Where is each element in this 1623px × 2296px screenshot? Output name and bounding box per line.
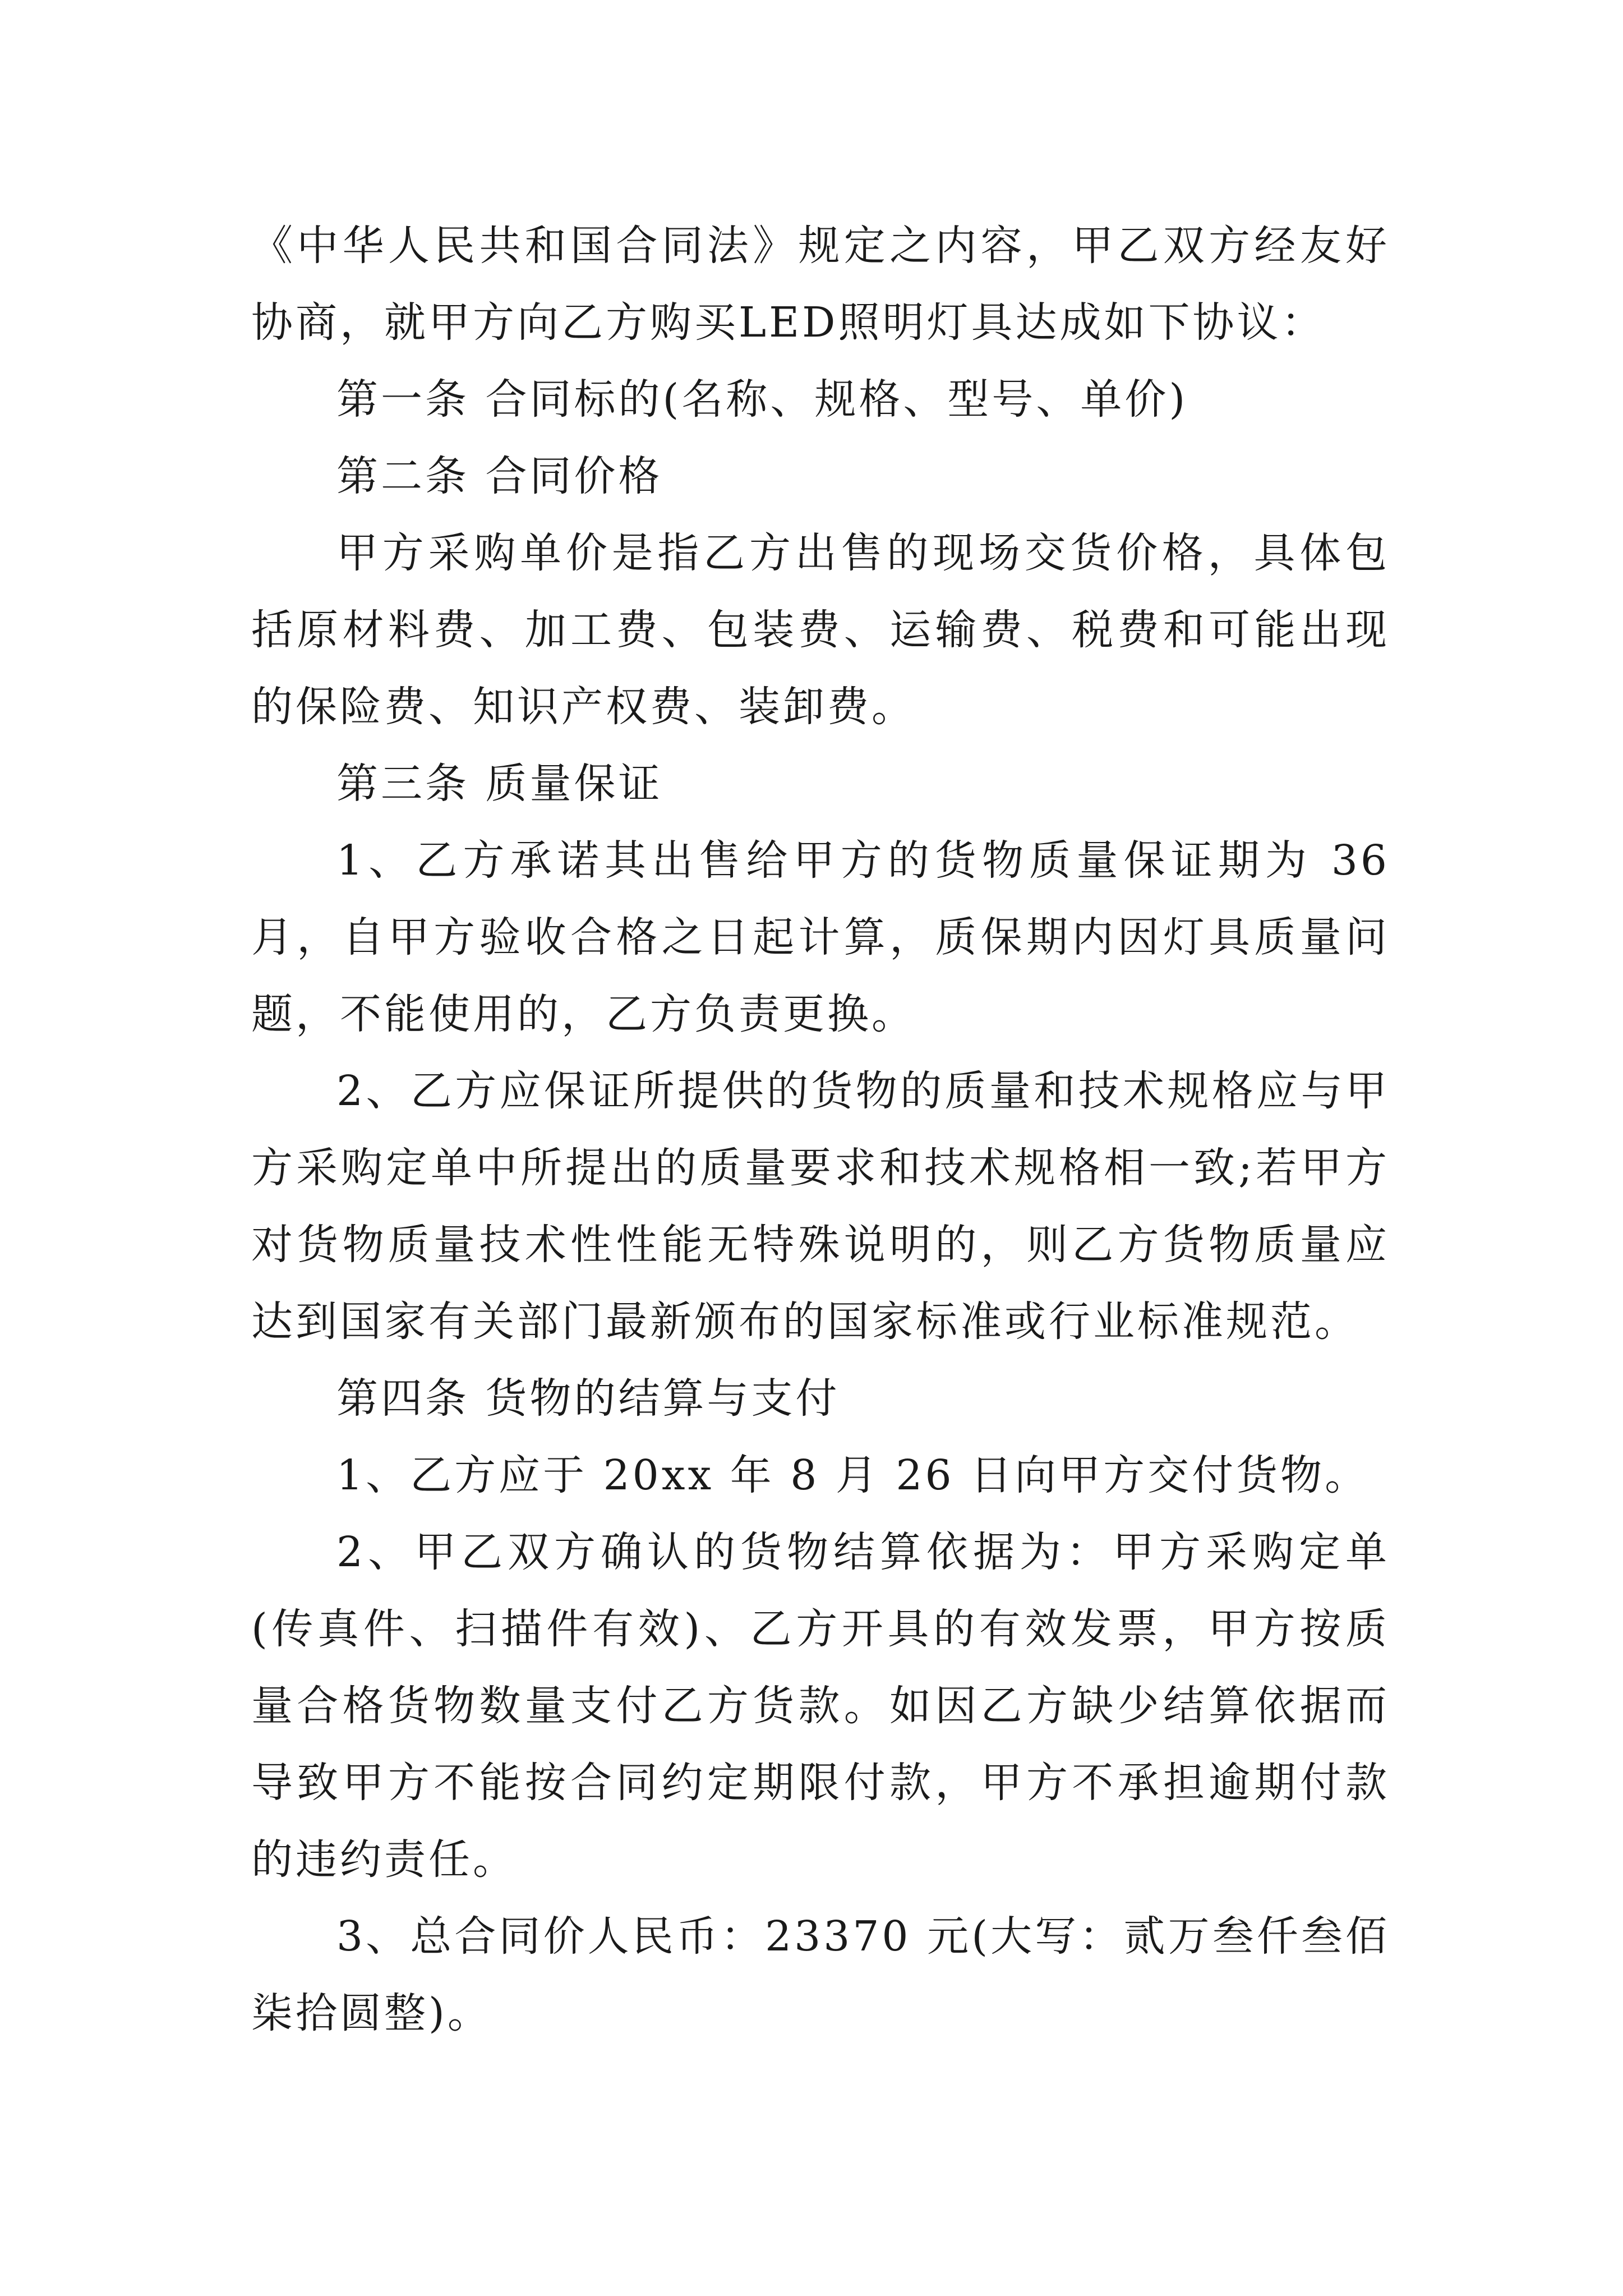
article-4-clause-3: 3、总合同价人民币：23370 元(大写：贰万叁仟叁佰柒拾圆整)。 (251, 1912, 1390, 2037)
article-3-clause-1: 1、乙方承诺其出售给甲方的货物质量保证期为 36 月，自甲方验收合格之日起计算，质保期内因灯具质量问题，不能使用的，乙方负责更换。 (251, 836, 1390, 1038)
article-3-heading: 第三条 质量保证 (336, 760, 663, 808)
article-4-heading: 第四条 货物的结算与支付 (336, 1374, 840, 1423)
article-1-heading: 第一条 合同标的(名称、规格、型号、单价) (336, 375, 1188, 424)
article-4-clause-2: 2、甲乙双方确认的货物结算依据为：甲方采购定单(传真件、扫描件有效)、乙方开具的有效发票，甲方按质量合格货物数量支付乙方货款。如因乙方缺少结算依据而导致甲方不能按合同约定期限付款，甲方不承担逾期付款的违约责任。 (251, 1528, 1390, 1884)
article-3-clause-2: 2、乙方应保证所提供的货物的质量和技术规格应与甲方采购定单中所提出的质量要求和技术规格相一致;若甲方对货物质量技术性性能无特殊说明的，则乙方货物质量应达到国家有关部门最新颁布的国家标准或行业标准规范。 (251, 1067, 1390, 1346)
article-2-heading: 第二条 合同价格 (336, 452, 663, 500)
article-4-clause-1: 1、乙方应于 20xx 年 8 月 26 日向甲方交付货物。 (336, 1451, 1370, 1499)
article-2-body: 甲方采购单价是指乙方出售的现场交货价格，具体包括原材料费、加工费、包装费、运输费、税费和可能出现的保险费、知识产权费、装卸费。 (251, 529, 1390, 731)
paragraph-intro: 《中华人民共和国合同法》规定之内容，甲乙双方经友好协商，就甲方向乙方购买LED照明灯具达成如下协议： (251, 222, 1390, 347)
contract-body (251, 208, 1390, 2052)
